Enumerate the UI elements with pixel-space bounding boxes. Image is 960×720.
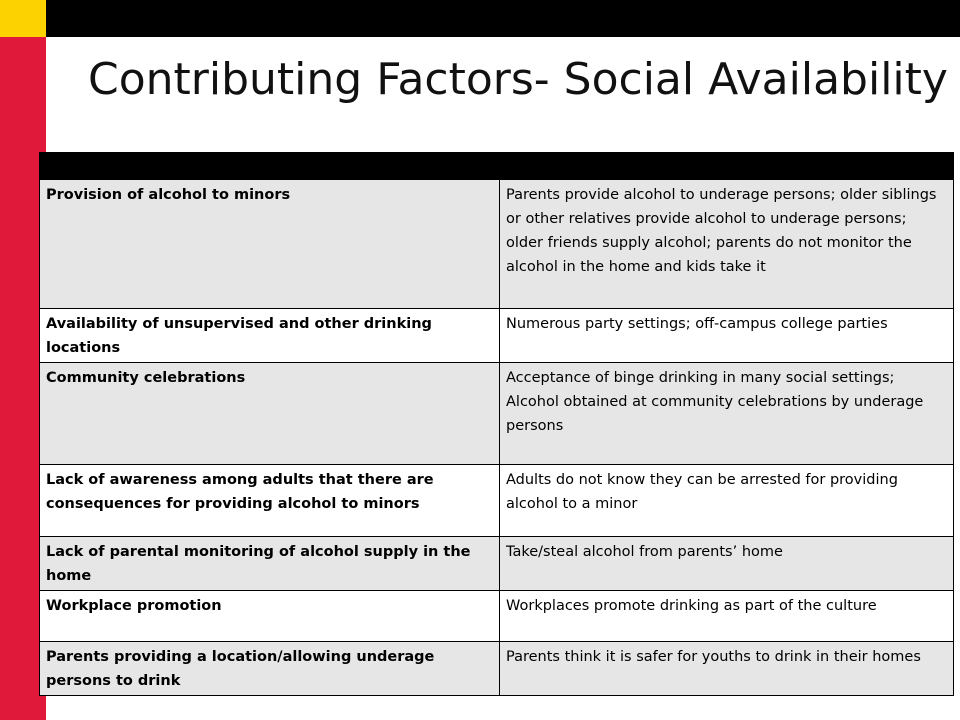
header-cell-factor (40, 153, 500, 180)
table-row (40, 537, 954, 591)
description-cell: Parents provide alcohol to underage persons; older siblings or other relatives provide alcohol to underage persons; older friends supply alcohol; parents do not monitor the alcohol in the home and kids take it (500, 180, 954, 309)
factors-table-container (39, 152, 953, 696)
factor-cell: Community celebrations (40, 363, 500, 465)
description-cell: Parents think it is safer for youths to drink in their homes (500, 642, 954, 696)
factors-table (39, 152, 954, 696)
table-row (40, 309, 954, 363)
description-cell: Take/steal alcohol from parents’ home (500, 537, 954, 591)
factor-cell: Lack of parental monitoring of alcohol supply in the home (40, 537, 500, 591)
table-row (40, 465, 954, 537)
top-left-yellow-accent (0, 0, 46, 37)
description-cell: Workplaces promote drinking as part of the culture (500, 591, 954, 642)
factor-cell: Workplace promotion (40, 591, 500, 642)
table-row (40, 591, 954, 642)
factor-cell: Provision of alcohol to minors (40, 180, 500, 309)
table-row (40, 363, 954, 465)
description-cell: Adults do not know they can be arrested for providing alcohol to a minor (500, 465, 954, 537)
factor-cell: Parents providing a location/allowing underage persons to drink (40, 642, 500, 696)
description-cell: Numerous party settings; off-campus college parties (500, 309, 954, 363)
description-cell: Acceptance of binge drinking in many social settings; Alcohol obtained at community celebrations by underage persons (500, 363, 954, 465)
factor-cell: Availability of unsupervised and other drinking locations (40, 309, 500, 363)
table-row (40, 180, 954, 309)
table-header-row (40, 153, 954, 180)
header-cell-description (500, 153, 954, 180)
top-black-bar (46, 0, 960, 37)
table-row (40, 642, 954, 696)
factor-cell: Lack of awareness among adults that there are consequences for providing alcohol to minors (40, 465, 500, 537)
slide-title: Contributing Factors- Social Availability (88, 54, 948, 105)
